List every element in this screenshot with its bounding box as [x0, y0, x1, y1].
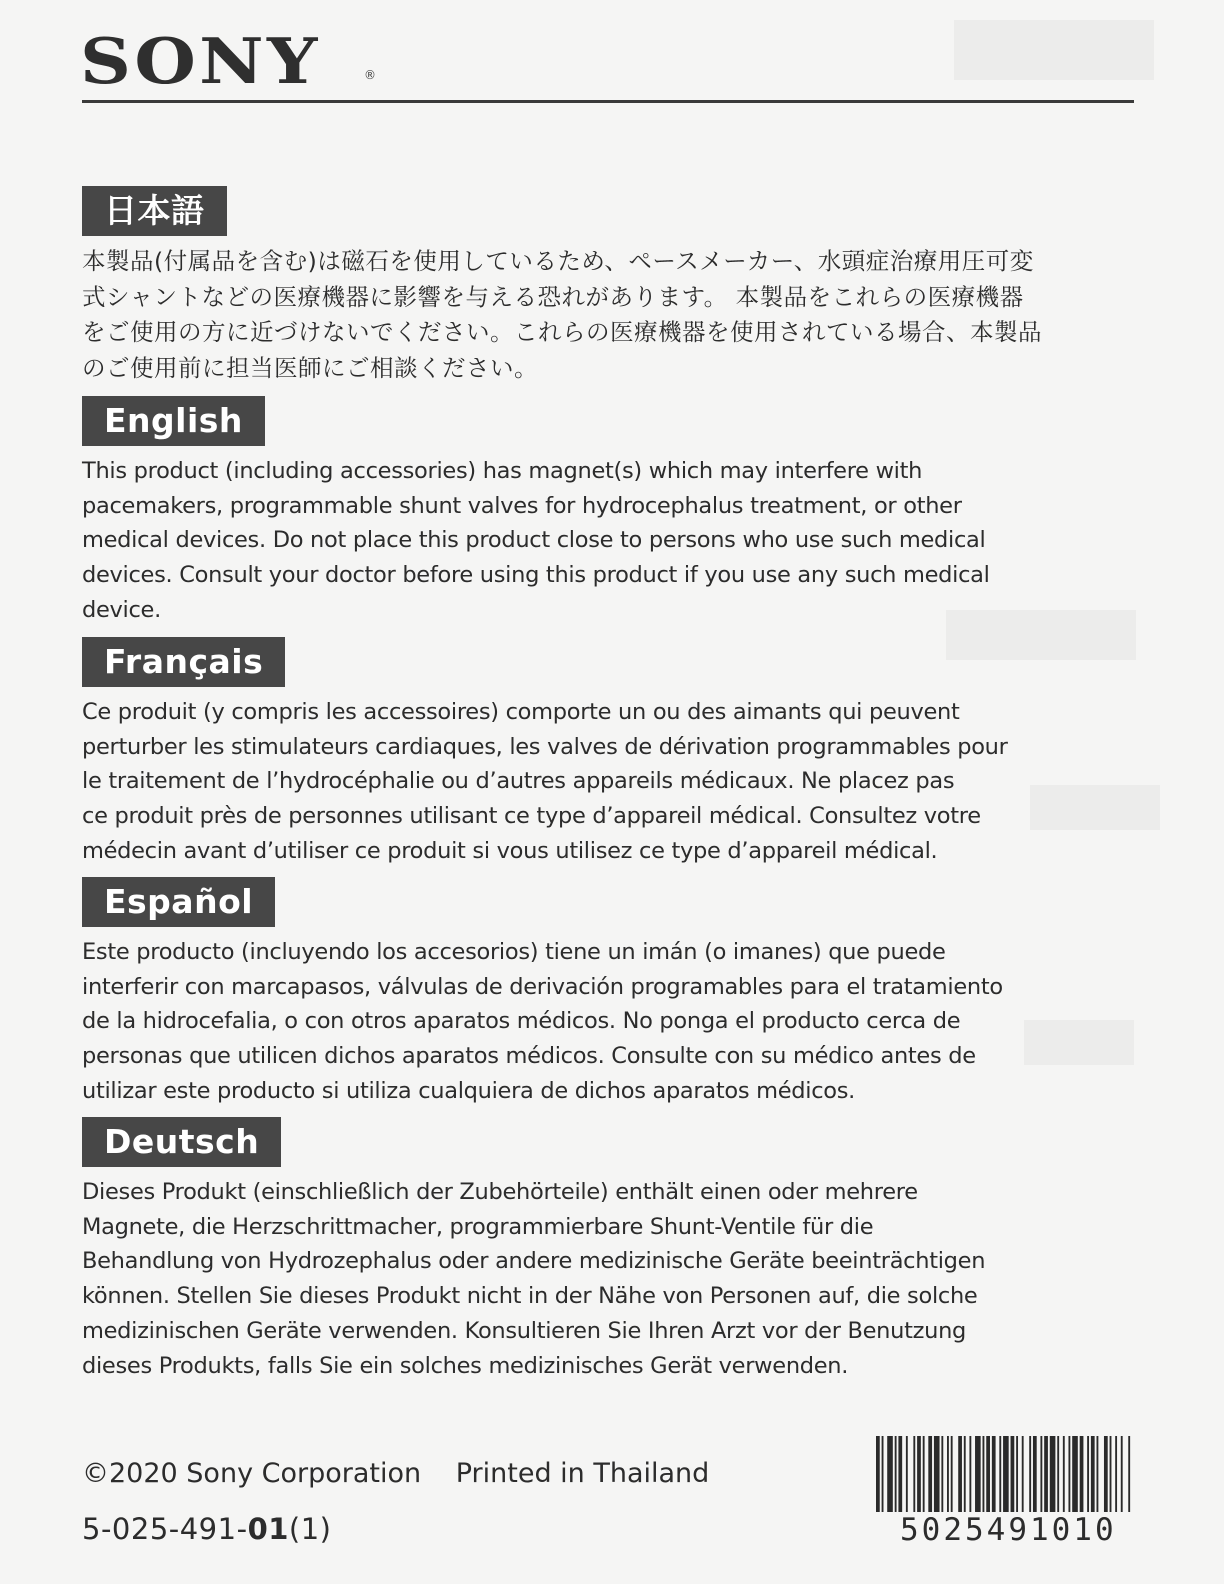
barcode-bar	[923, 1436, 925, 1512]
text-line: 本製品(付属品を含む)は磁石を使用しているため、ペースメーカー、水頭症治療用圧可変	[82, 247, 1034, 275]
text-line: devices. Consult your doctor before using this product if you use any such medical	[82, 562, 990, 589]
text-line: Ce produit (y compris les accessoires) comporte un ou des aimants qui peuvent	[82, 699, 960, 725]
barcode-bar	[928, 1436, 932, 1512]
bleed-through-shade	[954, 20, 1154, 80]
section-body	[82, 935, 1142, 1109]
copyright-text: ©2020 Sony Corporation	[82, 1458, 422, 1489]
barcode-bar	[986, 1436, 990, 1512]
printed-in-text: Printed in Thailand	[455, 1458, 710, 1489]
section-heading: Français	[82, 637, 285, 687]
section-heading: Español	[82, 877, 275, 927]
text-line: をご使用の方に近づけないでください。これらの医療機器を使用されている場合、本製品	[82, 318, 1042, 346]
text-line: Dieses Produkt (einschließlich der Zubehörteile) enthält einen oder mehrere	[82, 1179, 918, 1205]
section-body	[82, 244, 1142, 386]
barcode-bar	[1011, 1436, 1015, 1512]
sony-logo: SONY	[80, 24, 321, 98]
barcode-bar	[999, 1436, 1001, 1512]
text-line: device.	[82, 596, 161, 623]
text-line: médecin avant d’utiliser ce produit si vous utilisez ce type d’appareil médical.	[82, 837, 938, 864]
barcode-bar	[906, 1436, 908, 1512]
text-line: Este producto (incluyendo los accesorios) tiene un imán (o imanes) que puede	[82, 939, 946, 965]
text-line: interferir con marcapasos, válvulas de derivación programables para el tratamiento	[82, 973, 1003, 1000]
barcode-bar	[1003, 1436, 1009, 1512]
barcode-bar	[992, 1436, 996, 1512]
section-french	[82, 637, 1142, 869]
text-line: le traitement de l’hydrocéphalie ou d’autres appareils médicaux. Ne placez pas	[82, 768, 955, 795]
barcode-bar	[882, 1436, 884, 1512]
barcode-bar	[1016, 1436, 1018, 1512]
text-line: Behandlung von Hydrozephalus oder andere medizinische Geräte beeinträchtigen	[82, 1248, 986, 1275]
barcode-bar	[1029, 1436, 1031, 1512]
section-body	[82, 1175, 1142, 1383]
part-number-bold: 01	[247, 1512, 289, 1546]
section-heading: English	[82, 396, 265, 446]
barcode-bar	[958, 1436, 962, 1512]
text-line: de la hidrocefalia, o con otros aparatos médicos. No ponga el producto cerca de	[82, 1008, 961, 1035]
barcode-bar	[1110, 1436, 1112, 1512]
text-line: perturber les stimulateurs cardiaques, les valves de dérivation programmables pour	[82, 733, 1008, 760]
section-japanese	[82, 186, 1142, 386]
barcode-bar	[951, 1436, 953, 1512]
text-line: ce produit près de personnes utilisant ce type d’appareil médical. Consultez votre	[82, 803, 981, 830]
barcode-bar	[1115, 1436, 1117, 1512]
section-english	[82, 396, 1142, 628]
barcode-bar	[1097, 1436, 1099, 1512]
barcode-bar	[1033, 1436, 1037, 1512]
part-number-prefix: 5-025-491-	[82, 1512, 248, 1546]
part-number	[82, 1512, 332, 1546]
barcode-bar	[898, 1436, 902, 1512]
barcode-bar	[947, 1436, 949, 1512]
registered-mark: ®	[364, 68, 376, 82]
barcode-bar	[887, 1436, 893, 1512]
barcode	[876, 1436, 1132, 1512]
section-heading: 日本語	[82, 186, 227, 236]
section-spanish	[82, 877, 1142, 1109]
barcode-bar	[983, 1436, 985, 1512]
text-line: medical devices. Do not place this product close to persons who use such medical	[82, 527, 986, 554]
section-body	[82, 695, 1142, 869]
barcode-bar	[1050, 1436, 1056, 1512]
barcode-number: 5025491010	[900, 1512, 1117, 1548]
barcode-bar	[1022, 1436, 1024, 1512]
barcode-bar	[1087, 1436, 1089, 1512]
text-line: dieses Produkts, falls Sie ein solches medizinisches Gerät verwenden.	[82, 1352, 849, 1379]
barcode-bar	[1072, 1436, 1078, 1512]
barcode-bar	[1091, 1436, 1095, 1512]
barcode-bar	[1068, 1436, 1070, 1512]
text-line: personas que utilicen dichos aparatos médicos. Consulte con su médico antes de	[82, 1043, 976, 1070]
barcode-bar	[913, 1436, 915, 1512]
barcode-bar	[895, 1436, 897, 1512]
footer-imprint	[82, 1458, 709, 1489]
text-line: können. Stellen Sie dieses Produkt nicht in der Nähe von Personen auf, die solche	[82, 1283, 978, 1310]
barcode-bar	[1121, 1436, 1123, 1512]
barcode-bar	[934, 1436, 940, 1512]
header-rule	[82, 100, 1134, 103]
barcode-bar	[1128, 1436, 1130, 1512]
barcode-bar	[941, 1436, 943, 1512]
text-line: utilizar este producto si utiliza cualquiera de dichos aparatos médicos.	[82, 1077, 856, 1104]
barcode-bar	[1063, 1436, 1065, 1512]
barcode-bar	[876, 1436, 880, 1512]
text-line: pacemakers, programmable shunt valves for hydrocephalus treatment, or other	[82, 492, 962, 519]
text-line: medizinischen Geräte verwenden. Konsultieren Sie Ihren Arzt vor der Benutzung	[82, 1317, 967, 1344]
barcode-bar	[917, 1436, 921, 1512]
barcode-bar	[1104, 1436, 1108, 1512]
barcode-bar	[975, 1436, 981, 1512]
section-german	[82, 1117, 1142, 1383]
barcode-bar	[1080, 1436, 1084, 1512]
section-body	[82, 454, 1142, 628]
part-number-suffix: (1)	[288, 1512, 332, 1546]
barcode-bar	[1040, 1436, 1042, 1512]
text-line: のご使用前に担当医師にご相談ください。	[82, 353, 538, 382]
text-line: Magnete, die Herzschrittmacher, programmierbare Shunt-Ventile für die	[82, 1213, 874, 1240]
barcode-bar	[1057, 1436, 1059, 1512]
text-line: 式シャントなどの医療機器に影響を与える恐れがあります。 本製品をこれらの医療機器	[82, 282, 1024, 311]
barcode-bar	[1044, 1436, 1048, 1512]
text-line: This product (including accessories) has magnet(s) which may interfere with	[82, 458, 923, 484]
barcode-bar	[964, 1436, 966, 1512]
barcode-bar	[969, 1436, 971, 1512]
section-heading: Deutsch	[82, 1117, 281, 1167]
